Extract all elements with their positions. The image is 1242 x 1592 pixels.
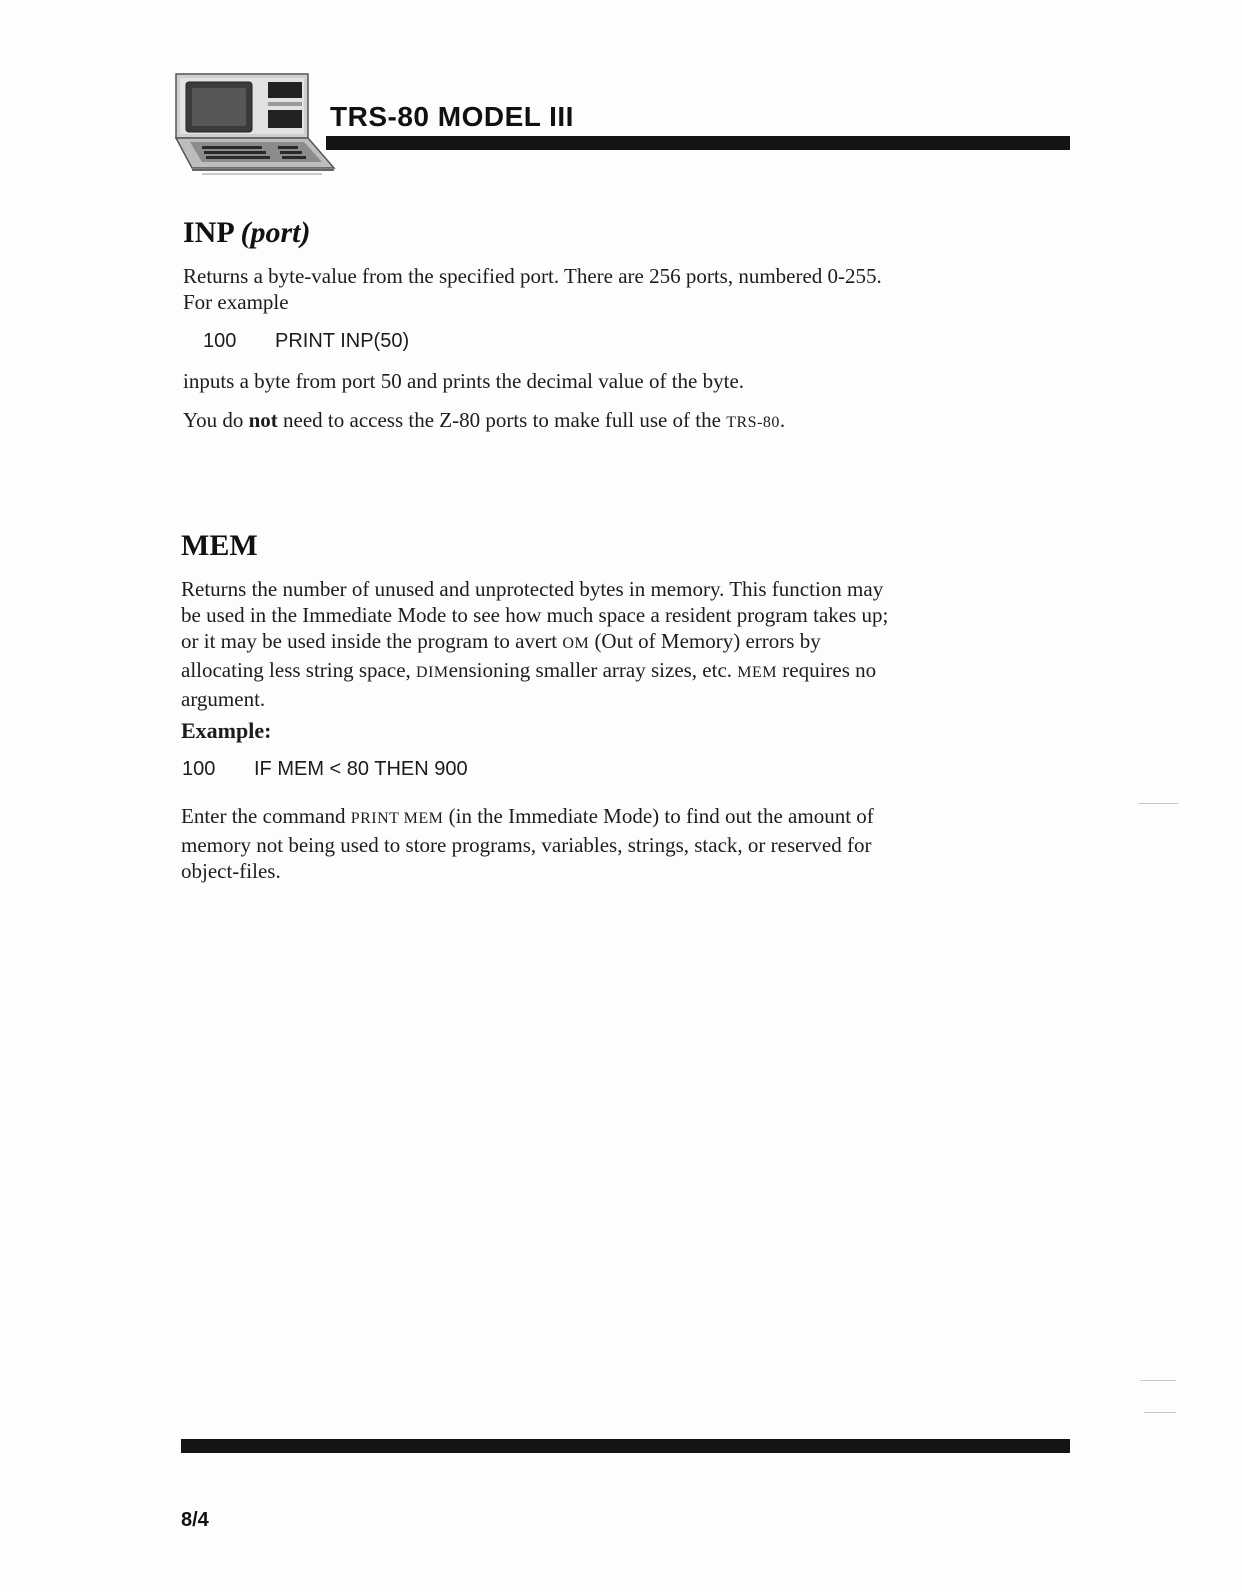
inp-heading-name: INP	[183, 216, 234, 249]
mem-desc-keyword: MEM	[737, 664, 778, 681]
scan-speck	[1138, 803, 1178, 804]
mem-desc-line-3: or it may be used inside the program to avert	[181, 629, 563, 653]
mem-enter-text	[181, 803, 921, 884]
mem-desc-line-4: requires no	[777, 658, 877, 682]
header-title: TRS-80 MODEL III	[330, 101, 574, 132]
inp-code-example	[203, 330, 409, 353]
inp-description	[183, 263, 923, 315]
note-model-name: TRS-80	[726, 414, 780, 431]
inp-result-text: inputs a byte from port 50 and prints the decimal value of the byte.	[183, 369, 745, 393]
mem-desc-line-5: argument.	[181, 687, 266, 711]
mem-desc-line-2: be used in the Immediate Mode to see how much space a resident program takes up;	[181, 603, 889, 627]
inp-heading-arg: (port)	[240, 216, 311, 249]
mem-desc-line-3: (Out of Memory) errors by	[589, 629, 821, 653]
mem-desc-keyword: OM	[562, 635, 590, 652]
mem-code-example	[182, 758, 468, 781]
mem-enter-keyword: PRINT MEM	[350, 810, 444, 827]
inp-note	[183, 407, 923, 436]
mem-enter-line-2: memory not being used to store programs, variables, strings, stack, or reserved for	[181, 833, 872, 857]
mem-heading: MEM	[181, 529, 258, 562]
mem-enter-line-3: object-files.	[181, 859, 281, 883]
scan-speck	[1140, 1380, 1176, 1381]
trs80-computer-icon	[172, 70, 342, 182]
code-statement: IF MEM < 80 THEN 900	[254, 758, 468, 780]
inp-heading	[183, 216, 311, 250]
note-text: need to access the Z-80 ports to make full use of the	[277, 408, 727, 432]
mem-desc-line-1: Returns the number of unused and unprotected bytes in memory. This function may	[181, 577, 884, 601]
note-text: .	[779, 408, 786, 432]
header-rule	[326, 136, 1070, 150]
code-statement: PRINT INP(50)	[275, 330, 410, 352]
mem-description	[181, 576, 921, 712]
mem-desc-keyword: DIM	[416, 664, 449, 681]
mem-enter-line-1: Enter the command	[181, 804, 351, 828]
note-text: You do	[183, 408, 249, 432]
note-emphasis: not	[248, 408, 278, 432]
mem-desc-line-4: ensioning smaller array sizes, etc.	[448, 658, 738, 682]
mem-enter-line-1: (in the Immediate Mode) to find out the amount of	[443, 804, 874, 828]
footer-rule	[181, 1439, 1070, 1453]
inp-desc-line-1: Returns a byte-value from the specified port. There are 256 ports, numbered 0-255.	[183, 264, 882, 288]
mem-desc-line-4: allocating less string space,	[181, 658, 417, 682]
page-number: 8/4	[181, 1509, 209, 1531]
code-line-number: 100	[182, 758, 216, 780]
scan-speck	[1144, 1412, 1176, 1413]
inp-desc-line-2: For example	[183, 290, 289, 314]
code-line-number: 100	[203, 330, 237, 352]
example-label: Example:	[181, 718, 272, 743]
